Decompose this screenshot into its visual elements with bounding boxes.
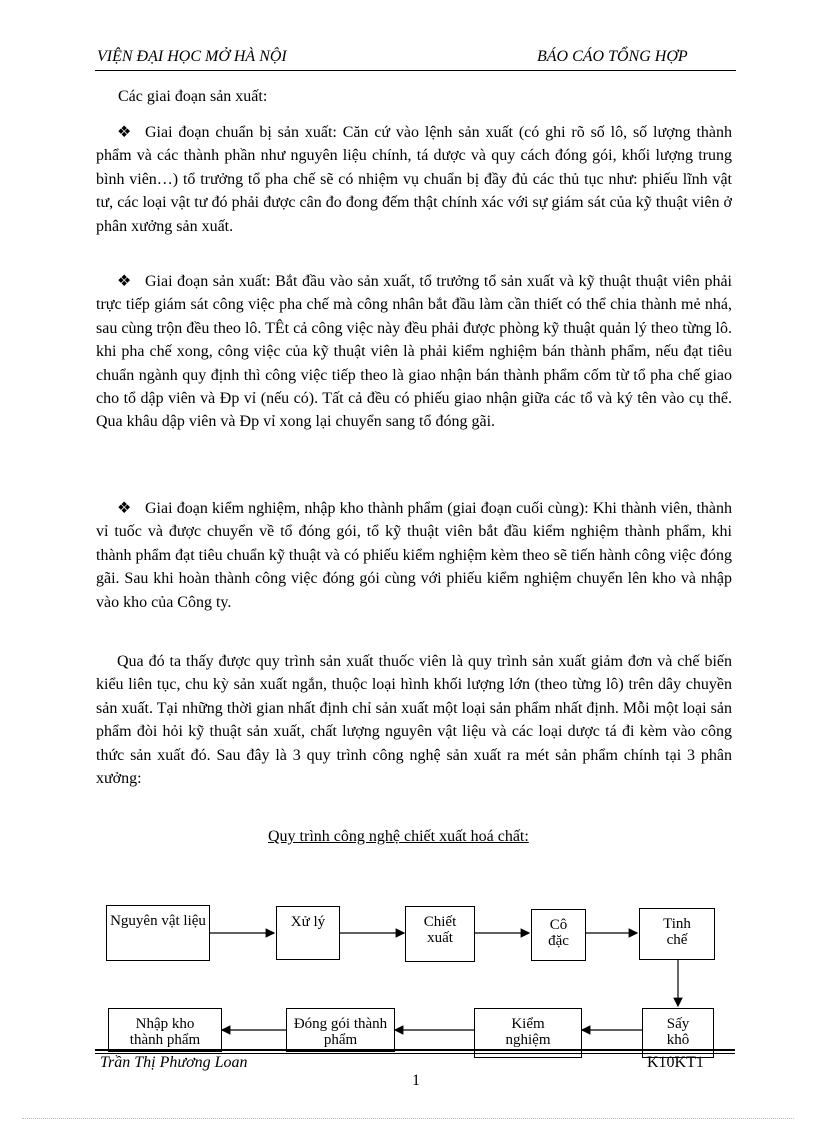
- page-number: 1: [412, 1072, 420, 1089]
- diagram-title: Quy trình công nghệ chiết xuất hoá chất:: [268, 828, 529, 845]
- bullet-text: Giai đoạn sản xuất: Bắt đầu vào sản xuất, tổ trưởng tổ sản xuất và kỹ thuật thuật viên phải trực tiếp giám sát công việc pha chế mà công nhân bắt đầu làm cần thiết có thể chia thành mẻ nhá, sau cùng trộn đều theo lô. TÊt cả công việc này đều phải được phòng kỹ thuật quản lý theo từng lô. khi pha chế xong, công việc của kỹ thuật viên là phải kiểm nghiệm bán thành phẩm, nếu đạt tiêu chuẩn ngành quy định thì công việc tiếp theo là giao nhận bán thành phẩm cốm từ tổ pha chế giao cho tổ dập viên và Đp vỉ (nếu có). Tất cả đều có phiếu giao nhận giữa các tổ và ký tên vào cụ thể. Qua khâu dập viên và Đp vỉ xong lại chuyển sang tổ đóng gãi.: [96, 273, 732, 431]
- bullet-text: Giai đoạn kiểm nghiệm, nhập kho thành phẩm (giai đoạn cuối cùng): Khi thành viên, thành vỉ tuốc và được chuyển về tổ đóng gói, tổ kỹ thuật viên bắt đầu kiểm nghiệm thành phẩm, khi thành phẩm đạt tiêu chuẩn kỹ thuật và có phiếu kiểm nghiệm kèm theo sẽ tiến hành công việc đóng gãi. Sau khi hoàn thành công việc đóng gói cùng với phiếu kiểm nghiệm chuyển lên kho và nhập vào kho của Công ty.: [96, 500, 732, 611]
- step-raw-material: Nguyên vật liệu: [106, 905, 210, 961]
- step-packaging: Đóng gói thành phẩm: [286, 1008, 395, 1052]
- footer-class-code: K10KT1: [647, 1054, 704, 1071]
- diamond-bullet-icon: ❖: [117, 500, 132, 517]
- step-testing: Kiểm nghiệm: [474, 1008, 582, 1058]
- bullet-text: Giai đoạn chuẩn bị sản xuất: Căn cứ vào lệnh sản xuất (có ghi rõ số lô, số lượng thành phẩm và các thành phần như nguyên liệu chính, tá dược và quy cách đóng gói, khối lượng trung bình viên…) tổ trưởng tổ pha chế sẽ có nhiệm vụ chuẩn bị đầy đủ các thủ tục như: phiếu lĩnh vật tư, các loại vật tư đó phải được cân đo đong đếm thật chính xác với sự giám sát của kỹ thuật viên ở phân xưởng sản xuất.: [96, 124, 732, 235]
- page-bottom-dotted-line: [22, 1118, 794, 1119]
- diamond-bullet-icon: ❖: [117, 124, 132, 141]
- step-refining: Tinh chế: [639, 908, 715, 960]
- step-extraction: Chiết xuất: [405, 906, 475, 962]
- footer-rule: [95, 1049, 735, 1051]
- conclusion-paragraph: Qua đó ta thấy được quy trình sản xuất thuốc viên là quy trình sản xuất giảm đơn và chế biến kiểu liên tục, chu kỳ sản xuất ngắn, thuộc loại hình khối lượng lớn (theo từng lô) trên dây chuyền sản xuất. Tại những thời gian nhất định chỉ sản xuất một loại sản phẩm nhất định. Mỗi một loại sản phẩm đòi hỏi kỹ thuật sản xuất, chất lượng nguyên vật liệu và các loại dược tá đi kèm vào công thức sản xuất đó. Sau đây là 3 quy trình công nghệ sản xuất ra mét sản phẩm chính tại 3 phân xưởng:: [96, 653, 732, 788]
- step-processing: Xử lý: [276, 906, 340, 960]
- header-report-title: BÁO CÁO TỔNG HỢP: [537, 48, 688, 65]
- intro-text: Các giai đoạn sản xuất:: [118, 88, 268, 105]
- step-warehousing: Nhập kho thành phẩm: [108, 1008, 222, 1052]
- diamond-bullet-icon: ❖: [117, 273, 132, 290]
- step-drying: Sấy khô: [642, 1008, 714, 1058]
- header-institution: VIỆN ĐẠI HỌC MỞ HÀ NỘI: [97, 48, 287, 65]
- step-concentration: Cô đặc: [531, 909, 586, 961]
- footer-author: Trần Thị Phương Loan: [100, 1054, 248, 1071]
